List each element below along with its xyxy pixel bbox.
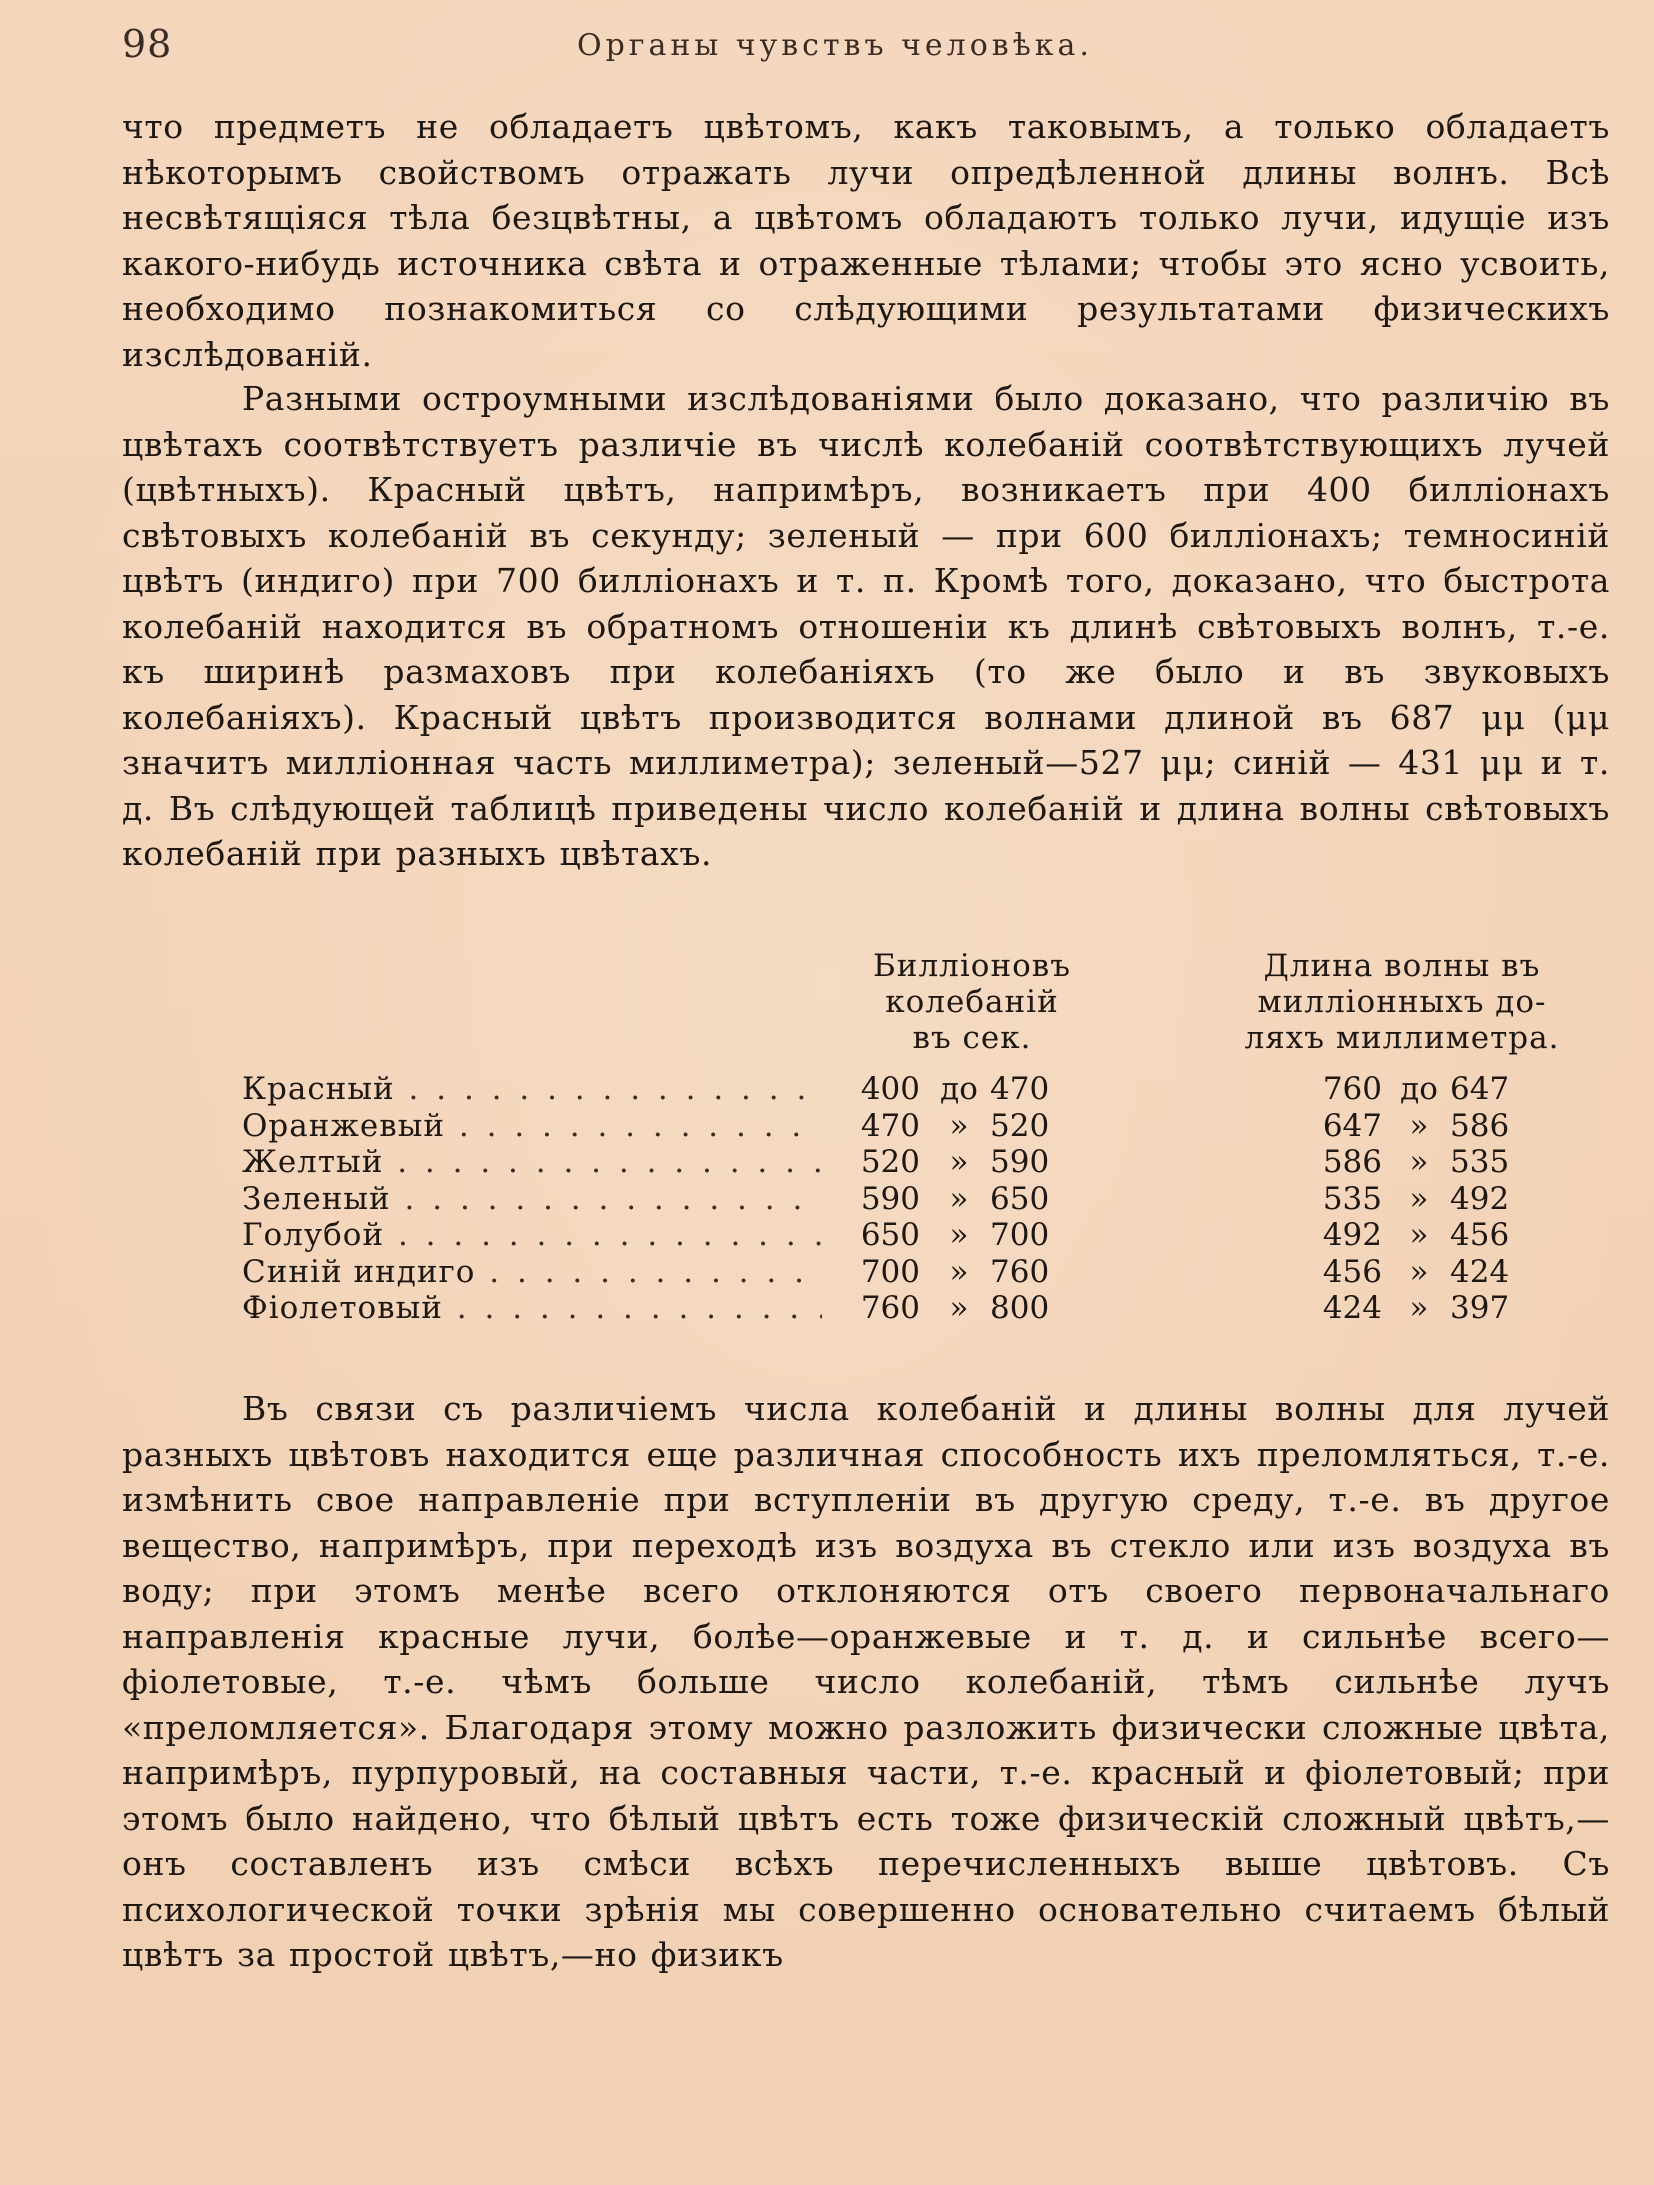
freq-to: 760: [990, 1253, 1050, 1290]
table-row: [242, 1217, 1602, 1254]
table-body: [242, 1071, 1602, 1327]
table-header-wavelength: Длина волны въ милліонныхъ до- ляхъ миллиметра.: [1244, 948, 1560, 1056]
table-header-frequency: Билліоновъ колебаній въ сек.: [873, 948, 1071, 1056]
wave-separator: »: [1409, 1253, 1429, 1290]
freq-separator: »: [949, 1217, 969, 1253]
wave-separator: до: [1400, 1071, 1438, 1107]
freq-from: 400: [860, 1071, 920, 1107]
wave-to: 492: [1450, 1180, 1510, 1217]
freq-separator: »: [949, 1144, 969, 1180]
wave-separator: »: [1409, 1180, 1429, 1217]
freq-to: 470: [990, 1071, 1050, 1107]
freq-from: 590: [860, 1180, 920, 1217]
wave-from: 760: [1322, 1071, 1382, 1107]
table-row: [242, 1254, 1602, 1291]
wave-separator: »: [1409, 1290, 1429, 1326]
wave-to: 647: [1450, 1071, 1510, 1107]
wave-to: 535: [1450, 1144, 1510, 1180]
wave-to: 456: [1450, 1217, 1510, 1253]
wave-from: 586: [1322, 1144, 1382, 1180]
freq-separator: »: [949, 1290, 969, 1326]
paragraph-2: Разными остроумными изслѣдованіями было доказано, что различію въ цвѣтахъ соотвѣтствуетъ различіе въ числѣ колебаній соотвѣтствующихъ лучей (цвѣтныхъ). Красный цвѣтъ, напримѣръ, возникаетъ при 400 билліонахъ свѣтовыхъ колебаній въ секунду; зеленый — при 600 билліонахъ; темносиній цвѣтъ (индиго) при 700 билліонахъ и т. п. Кромѣ того, доказано, что быстрота колебаній находится въ обратномъ отношеніи къ длинѣ свѣтовыхъ волнъ, т.-е. къ ширинѣ размаховъ при колебаніяхъ (то же было и въ звуковыхъ колебаніяхъ). Красный цвѣтъ производится волнами длиной въ 687 μμ (μμ значитъ милліонная часть миллиметра); зеленый—527 μμ; синій — 431 μμ и т. д. Въ слѣдующей таблицѣ приведены число колебаній и длина волны свѣтовыхъ колебаній при разныхъ цвѣтахъ.: [122, 379, 1610, 873]
running-title: Органы чувствъ человѣка.: [577, 28, 1093, 63]
page-header: [122, 22, 1612, 78]
row-color-name: Синій индиго . . .: [242, 1254, 822, 1291]
row-color-name: Желтый . . .: [242, 1144, 822, 1181]
freq-to: 700: [990, 1217, 1050, 1253]
row-color-name: Красный . . .: [242, 1071, 822, 1108]
freq-to: 800: [990, 1290, 1050, 1326]
wave-from: 535: [1322, 1180, 1382, 1217]
freq-to: 590: [990, 1144, 1050, 1180]
table-row: [242, 1071, 1602, 1108]
wave-to: 424: [1450, 1253, 1510, 1290]
row-color-name: Зеленый . . .: [242, 1181, 822, 1218]
table-row: [242, 1290, 1602, 1327]
freq-from: 520: [860, 1144, 920, 1180]
wave-from: 647: [1322, 1107, 1382, 1144]
freq-to: 650: [990, 1180, 1050, 1217]
paragraph-1: что предметъ не обладаетъ цвѣтомъ, какъ таковымъ, а только обладаетъ нѣкоторымъ свойствомъ отражать лучи опредѣленной длины волнъ. Всѣ несвѣтящіяся тѣла безцвѣтны, а цвѣтомъ обладаютъ только лучи, идущіе изъ какого-нибудь источника свѣта и отраженные тѣлами; чтобы это ясно усвоить, необходимо познакомиться со слѣдующими результатами физическихъ изслѣдованій.: [122, 107, 1610, 374]
freq-separator: »: [949, 1253, 969, 1290]
wave-from: 492: [1322, 1217, 1382, 1253]
freq-from: 650: [860, 1217, 920, 1253]
wave-to: 586: [1450, 1107, 1510, 1144]
table-row: [242, 1181, 1602, 1218]
wave-from: 456: [1322, 1253, 1382, 1290]
row-color-name: Оранжевый . . .: [242, 1108, 822, 1145]
row-color-name: Фіолетовый . . .: [242, 1290, 822, 1327]
freq-separator: до: [940, 1071, 978, 1107]
page-number: 98: [122, 22, 173, 66]
wave-from: 424: [1322, 1290, 1382, 1326]
table-row: [242, 1108, 1602, 1145]
freq-separator: »: [949, 1180, 969, 1217]
wave-separator: »: [1409, 1217, 1429, 1253]
freq-from: 470: [860, 1107, 920, 1144]
color-wave-table: [122, 948, 1610, 1328]
wave-separator: »: [1409, 1144, 1429, 1180]
freq-separator: »: [949, 1107, 969, 1144]
wave-to: 397: [1450, 1290, 1510, 1326]
freq-from: 700: [860, 1253, 920, 1290]
paragraph-3: Въ связи съ различіемъ числа колебаній и длины волны для лучей разныхъ цвѣтовъ находится еще различная способность ихъ преломляться, т.-е. измѣнить свое направленіе при вступленіи въ другую среду, т.-е. въ другое вещество, напримѣръ, при переходѣ изъ воздуха въ стекло или изъ воздуха въ воду; при этомъ менѣе всего отклоняются отъ своего первоначальнаго направленія красные лучи, болѣе—оранжевые и т. д. и сильнѣе всего—фіолетовые, т.-е. чѣмъ больше число колебаній, тѣмъ сильнѣе лучъ «преломляется». Благодаря этому можно разложить физически сложные цвѣта, напримѣръ, пурпуровый, на составныя части, т.-е. красный и фіолетовый; при этомъ было найдено, что бѣлый цвѣтъ есть тоже физическій сложный цвѣтъ,—онъ составленъ изъ смѣси всѣхъ перечисленныхъ выше цвѣтовъ. Съ психологической точки зрѣнія мы совершенно основательно считаемъ бѣлый цвѣтъ за простой цвѣтъ,—но физикъ: [122, 1389, 1610, 1974]
row-color-name: Голубой . . .: [242, 1217, 822, 1254]
wave-separator: »: [1409, 1107, 1429, 1144]
freq-from: 760: [860, 1290, 920, 1326]
freq-to: 520: [990, 1107, 1050, 1144]
table-row: [242, 1144, 1602, 1181]
